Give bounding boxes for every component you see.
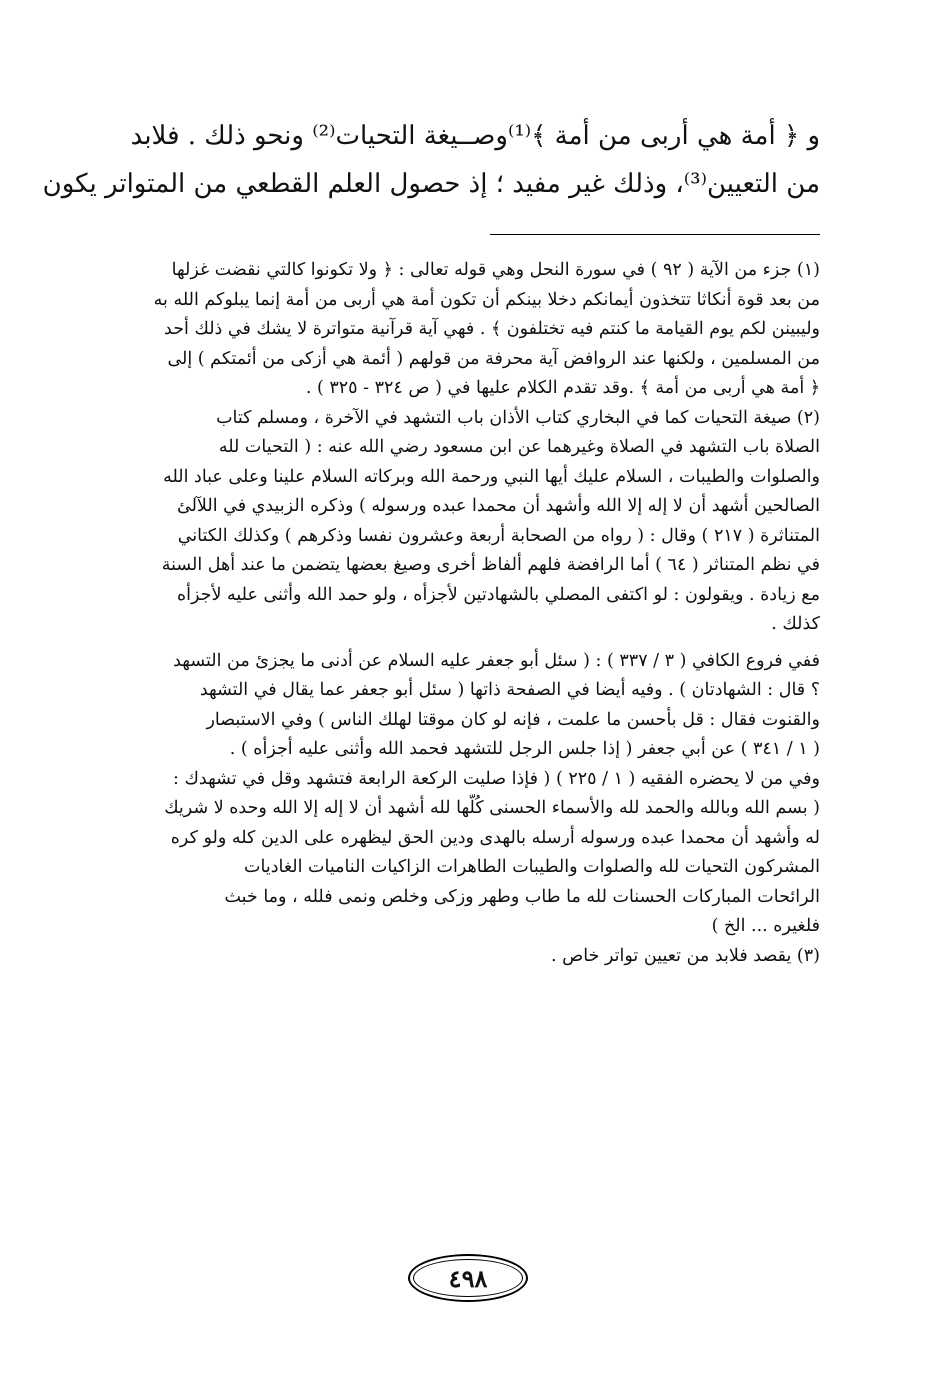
- footnote-2-line: ( ١ / ٣٤١ ) عن أبي جعفر ( إذا جلس الرجل للتشهد فحمد الله وأثنى عليه أجزأه ) .: [229, 739, 820, 759]
- footnote-2-line: المشركون التحيات لله والصلوات والطيبات الطاهرات الزاكيات الناميات الغاديات: [244, 857, 820, 877]
- main-line: و ﴿ أمة هي أربى من أمة ﴾⁽¹⁾وصــيغة التحيات⁽²⁾ ونحو ذلك . فلابد: [130, 121, 820, 151]
- footnote-2-line: مع زيادة . ويقولون : لو اكتفى المصلي بالشهادتين لأجزأه ، ولو حمد الله وأثنى عليه لأجزأه: [176, 584, 820, 605]
- main-paragraph: [42, 112, 820, 208]
- footnote-2-line: ؟ قال : الشهادتان ) . وفيه أيضا في الصفحة ذاتها ( سئل أبو جعفر عما يقال في التشهد: [199, 680, 820, 700]
- footnote-2-line: الصالحين أشهد أن لا إله إلا الله وأشهد أن محمدا عبده ورسوله ) وذكره الزبيدي في اللآلئ: [177, 496, 820, 516]
- footnote-1-line: من بعد قوة أنكاثا تتخذون أيمانكم دخلا بينكم أن تكون أمة هي أربى من أمة إنما يبلوكم الله به: [153, 289, 820, 310]
- footnote-2-line: الصلاة باب التشهد في الصلاة وغيرهما عن ابن مسعود رضي الله عنه : ( التحيات لله: [218, 437, 820, 457]
- footnote-2-line: ففي فروع الكافي ( ٣ / ٣٣٧ ) : ( سئل أبو جعفر عليه السلام عن أدنى ما يجزئ من التسهد: [173, 650, 820, 671]
- footnote-2-line: المتناثرة ( ٢١٧ ) وقال : ( رواه من الصحابة أربعة وعشرون نفسا وذكرهم ) وكذلك الكتاني: [177, 525, 820, 546]
- footnote-2-line: فلغيره ... الخ ): [711, 916, 820, 936]
- footnote-1-line: من المسلمين ، ولكنها عند الروافض آية محرفة من قولهم ( أئمة هي أزكى من أئمتكم ) إلى: [167, 348, 820, 369]
- main-line: من التعيين⁽³⁾، وذلك غير مفيد ؛ إذ حصول العلم القطعي من المتواتر يكون: [42, 169, 820, 199]
- footnote-2-line: ( بسم الله وبالله والحمد لله والأسماء الحسنى كُلّها لله أشهد أن لا إله إلا الله وحده لا شريك: [164, 798, 820, 818]
- footnote-2-line: وفي من لا يحضره الفقيه ( ١ / ٢٢٥ ) ( فإذا صليت الركعة الرابعة فتشهد وقل في تشهدك :: [173, 768, 820, 789]
- footnote-2-line: كذلك .: [771, 614, 820, 634]
- footnote-2-line: والقنوت فقال : قل بأحسن ما علمت ، فإنه لو كان موقتا لهلك الناس ) وفي الاستبصار: [206, 709, 820, 730]
- page-number: ٤٩٨: [408, 1254, 528, 1302]
- footnote-1-line: وليبينن لكم يوم القيامة ما كنتم فيه تختلفون ﴾ . فهي آية قرآنية متواترة لا يشك في ذلك أحد: [164, 319, 820, 339]
- footnote-2-line: (٢) صيغة التحيات كما في البخاري كتاب الأذان باب التشهد في الآخرة ، ومسلم كتاب: [216, 407, 820, 428]
- footnote-3-line: (٣) يقصد فلابد من تعيين تواتر خاص .: [550, 945, 820, 966]
- footnote-separator: [490, 234, 820, 235]
- footnotes: [110, 256, 820, 971]
- footnote-2-line: الرائحات المباركات الحسنات لله ما طاب وطهر وزكى وخلص ونمى فلله ، وما خبث: [224, 886, 820, 907]
- footnote-2-line: له وأشهد أن محمدا عبده ورسوله أرسله بالهدى ودين الحق ليظهره على الدين كله ولو كره: [170, 827, 820, 848]
- footnote-1-line: (١) جزء من الآية ( ٩٢ ) في سورة النحل وهي قوله تعالى : ﴿ ولا تكونوا كالتي نقضت غزلها: [171, 260, 820, 280]
- footnote-2-line: والصلوات والطيبات ، السلام عليك أيها النبي ورحمة الله وبركاته السلام علينا وعلى عباد الله: [163, 466, 820, 487]
- page-body: [42, 112, 820, 208]
- footnote-1-line: ﴿ أمة هي أربى من أمة ﴾ .وقد تقدم الكلام عليها في ( ص ٣٢٤ - ٣٢٥ ) .: [305, 378, 820, 398]
- footnote-2-line: في نظم المتناثر ( ٦٤ ) أما الرافضة فلهم ألفاظ أخرى وصيغ بعضها يتضمن ما عند أهل السنة: [161, 555, 820, 575]
